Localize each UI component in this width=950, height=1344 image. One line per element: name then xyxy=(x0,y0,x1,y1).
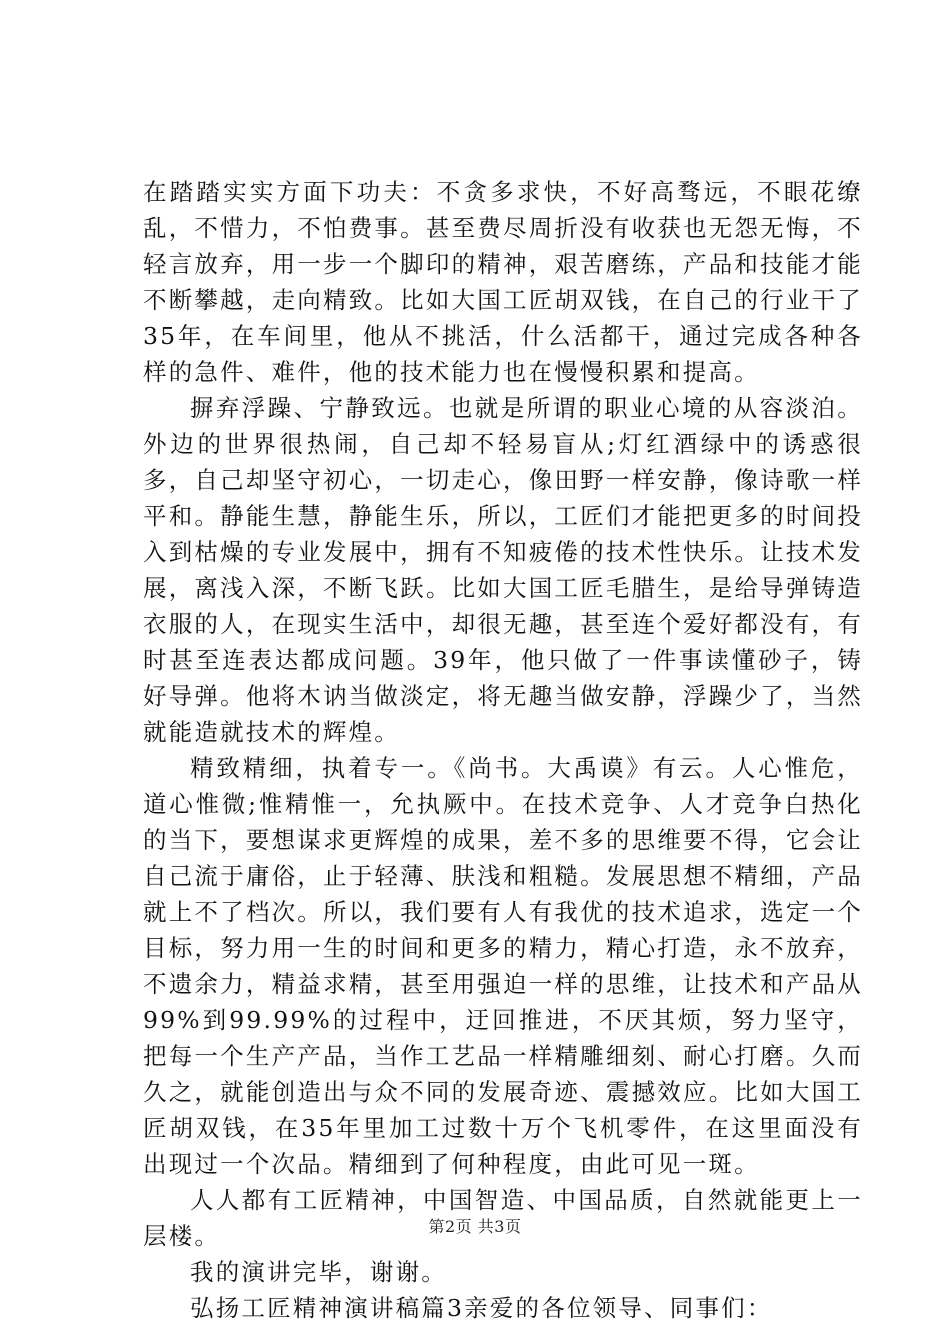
paragraph-3: 精致精细，执着专一。《尚书。大禹谟》有云。人心惟危，道心惟微;惟精惟一，允执厥中。在技术竞争、人才竞争白热化的当下，要想谋求更辉煌的成果，差不多的思维要不得，它会让自己流于庸俗，止于轻薄、肤浅和粗糙。发展思想不精细，产品就上不了档次。所以，我们要有人有我优的技术追求，选定一个目标，努力用一生的时间和更多的精力，精心打造，永不放弃，不遗余力，精益求精，甚至用强迫一样的思维，让技术和产品从99%到99.99%的过程中，迂回推进，不厌其烦，努力坚守，把每一个生产产品，当作工艺品一样精雕细刻、耐心打磨。久而久之，就能创造出与众不同的发展奇迹、震撼效应。比如大国工匠胡双钱，在35年里加工过数十万个飞机零件，在这里面没有出现过一个次品。精细到了何种程度，由此可见一斑。 xyxy=(143,754,863,1178)
paragraph-5: 我的演讲完毕，谢谢。 xyxy=(190,1258,447,1286)
paragraph-1: 在踏踏实实方面下功夫：不贪多求快，不好高骛远，不眼花缭乱，不惜力，不怕费事。甚至费尽周折没有收获也无怨无悔，不轻言放弃，用一步一个脚印的精神，艰苦磨练，产品和技能才能不断攀越，走向精致。比如大国工匠胡双钱，在自己的行业干了35年，在车间里，他从不挑活，什么活都干，通过完成各种各样的急件、难件，他的技术能力也在慢慢积累和提高。 xyxy=(143,178,863,386)
paragraph-4: 人人都有工匠精神，中国智造、中国品质，自然就能更上一层楼。 xyxy=(143,1186,863,1250)
paragraph-2: 摒弃浮躁、宁静致远。也就是所谓的职业心境的从容淡泊。外边的世界很热闹，自己却不轻易盲从;灯红酒绿中的诱惑很多，自己却坚守初心，一切走心，像田野一样安静，像诗歌一样平和。静能生慧，静能生乐，所以，工匠们才能把更多的时间投入到枯燥的专业发展中，拥有不知疲倦的技术性快乐。让技术发展，离浅入深，不断飞跃。比如大国工匠毛腊生，是给导弹铸造衣服的人，在现实生活中，却很无趣，甚至连个爱好都没有，有时甚至连表达都成问题。39年，他只做了一件事读懂砂子，铸好导弹。他将木讷当做淡定，将无趣当做安静，浮躁少了，当然就能造就技术的辉煌。 xyxy=(143,394,863,746)
paragraph-6: 弘扬工匠精神演讲稿篇3亲爱的各位领导、同事们： xyxy=(190,1294,773,1322)
body-text xyxy=(143,174,863,1326)
page-footer: 第2页 共3页 xyxy=(428,1217,522,1236)
